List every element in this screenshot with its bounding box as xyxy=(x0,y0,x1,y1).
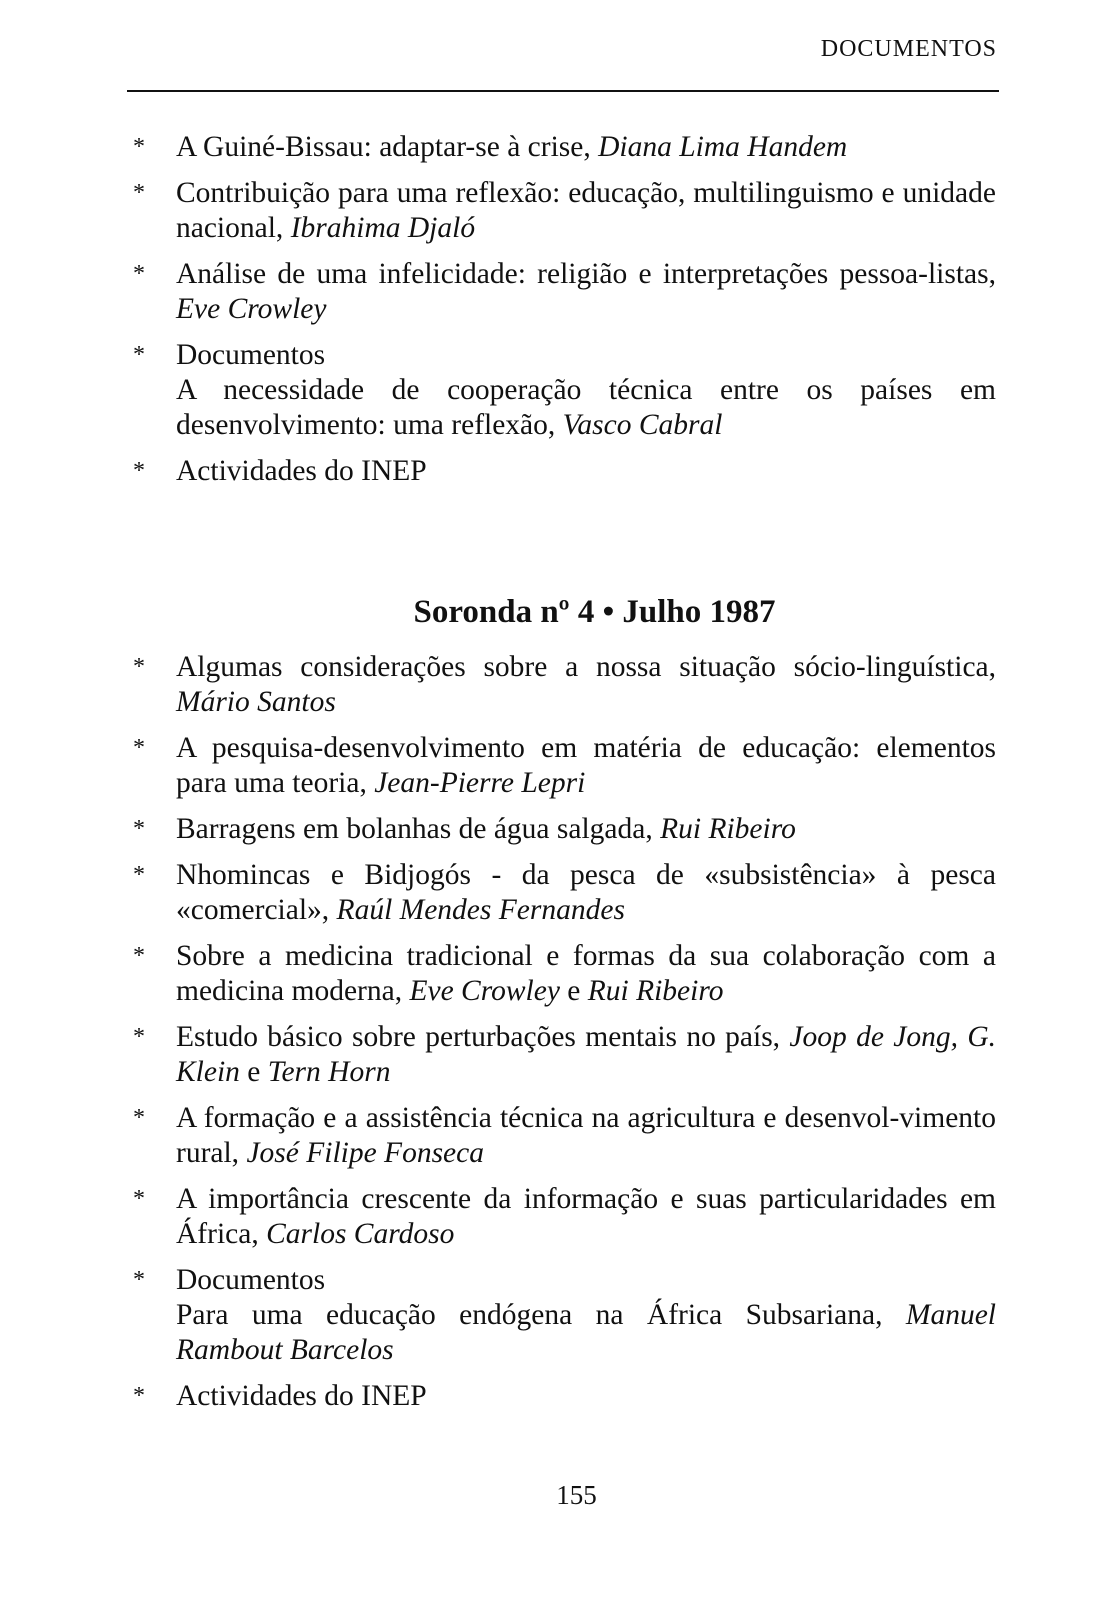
list-item xyxy=(130,454,996,489)
asterisk-marker: * xyxy=(133,458,145,484)
entry-author: Manuel Rambout Barcelos xyxy=(176,1299,996,1366)
entry-title: Documentos xyxy=(176,339,326,371)
entry-title: Sobre a medicina tradicional e formas da sua colaboração com a medicina moderna, xyxy=(176,940,996,1007)
entry-author: Joop de Jong, xyxy=(789,1021,958,1053)
entry-title: Nhomincas e Bidjogós - da pesca de «subsistência» à pesca «comercial», xyxy=(176,859,996,926)
contents-list-2 xyxy=(130,650,996,1414)
entry-author: Mário Santos xyxy=(176,686,336,718)
contents-list-1 xyxy=(130,130,996,489)
asterisk-marker: * xyxy=(133,943,145,969)
asterisk-marker: * xyxy=(133,1267,145,1293)
asterisk-marker: * xyxy=(133,1383,145,1409)
list-item xyxy=(130,1101,996,1171)
running-head: DOCUMENTOS xyxy=(820,36,997,62)
entry-author: Eve Crowley xyxy=(409,975,560,1007)
asterisk-marker: * xyxy=(133,134,145,160)
entry-author: Rui Ribeiro xyxy=(660,813,796,845)
list-item xyxy=(130,257,996,327)
page-number: 155 xyxy=(556,1480,597,1510)
entry-title: Barragens em bolanhas de água salgada, xyxy=(176,813,661,845)
entry-title: Actividades do INEP xyxy=(176,455,427,487)
asterisk-marker: * xyxy=(133,180,145,206)
asterisk-marker: * xyxy=(133,654,145,680)
asterisk-marker: * xyxy=(133,1186,145,1212)
header-rule xyxy=(127,90,999,92)
entry-title: Algumas considerações sobre a nossa situação sócio-linguística, xyxy=(176,651,996,683)
asterisk-marker: * xyxy=(133,342,145,368)
list-item xyxy=(130,176,996,246)
entry-title: Contribuição para uma reflexão: educação, multilinguismo e unidade nacional, xyxy=(176,177,996,244)
entry-title: Documentos xyxy=(176,1264,326,1296)
entry-title: Análise de uma infelicidade: religião e interpretações pessoa-listas, xyxy=(176,258,996,290)
asterisk-marker: * xyxy=(133,862,145,888)
entry-author: Carlos Cardoso xyxy=(266,1218,455,1250)
list-item xyxy=(130,650,996,720)
asterisk-marker: * xyxy=(133,261,145,287)
author-joiner xyxy=(958,1021,967,1053)
entry-author-2: Rui Ribeiro xyxy=(587,975,724,1007)
asterisk-marker: * xyxy=(133,1024,145,1050)
entry-title: A importância crescente da informação e suas particularidades em África, xyxy=(176,1183,996,1250)
entry-author-3: Tern Horn xyxy=(267,1056,391,1088)
asterisk-marker: * xyxy=(133,735,145,761)
entry-subtitle: A necessidade de cooperação técnica entre os países em desenvolvimento: uma reflexão, xyxy=(176,374,996,441)
list-item xyxy=(130,1263,996,1368)
entry-author: Jean-Pierre Lepri xyxy=(374,767,586,799)
entry-author: Ibrahima Djaló xyxy=(290,212,476,244)
entry-author: Eve Crowley xyxy=(176,293,327,325)
list-item xyxy=(130,731,996,801)
section-heading: Soronda nº 4 • Julho 1987 xyxy=(413,594,776,630)
entry-title: Estudo básico sobre perturbações mentais no país, xyxy=(176,1021,790,1053)
list-item xyxy=(130,812,996,847)
author-joiner-2: e xyxy=(239,1056,268,1088)
list-item xyxy=(130,1020,996,1090)
list-item xyxy=(130,939,996,1009)
entry-author: José Filipe Fonseca xyxy=(246,1137,484,1169)
author-joiner: e xyxy=(559,975,588,1007)
entry-author: Vasco Cabral xyxy=(562,409,723,441)
entry-title: A formação e a assistência técnica na agricultura e desenvol-vimento rural, xyxy=(176,1102,996,1169)
entry-title: Actividades do INEP xyxy=(176,1380,427,1412)
list-item xyxy=(130,1379,996,1414)
list-item xyxy=(130,858,996,928)
entry-author: Raúl Mendes Fernandes xyxy=(336,894,625,926)
entry-author-2: G. Klein xyxy=(176,1021,997,1088)
asterisk-marker: * xyxy=(133,1105,145,1131)
entry-subtitle: Para uma educação endógena na África Subsariana, xyxy=(176,1299,906,1331)
asterisk-marker: * xyxy=(133,816,145,842)
entry-title: A Guiné-Bissau: adaptar-se à crise, xyxy=(176,131,599,163)
list-item xyxy=(130,1182,996,1252)
list-item xyxy=(130,338,996,443)
entry-title: A pesquisa-desenvolvimento em matéria de educação: elementos para uma teoria, xyxy=(176,732,996,799)
list-item xyxy=(130,130,996,165)
entry-author: Diana Lima Handem xyxy=(598,131,848,163)
